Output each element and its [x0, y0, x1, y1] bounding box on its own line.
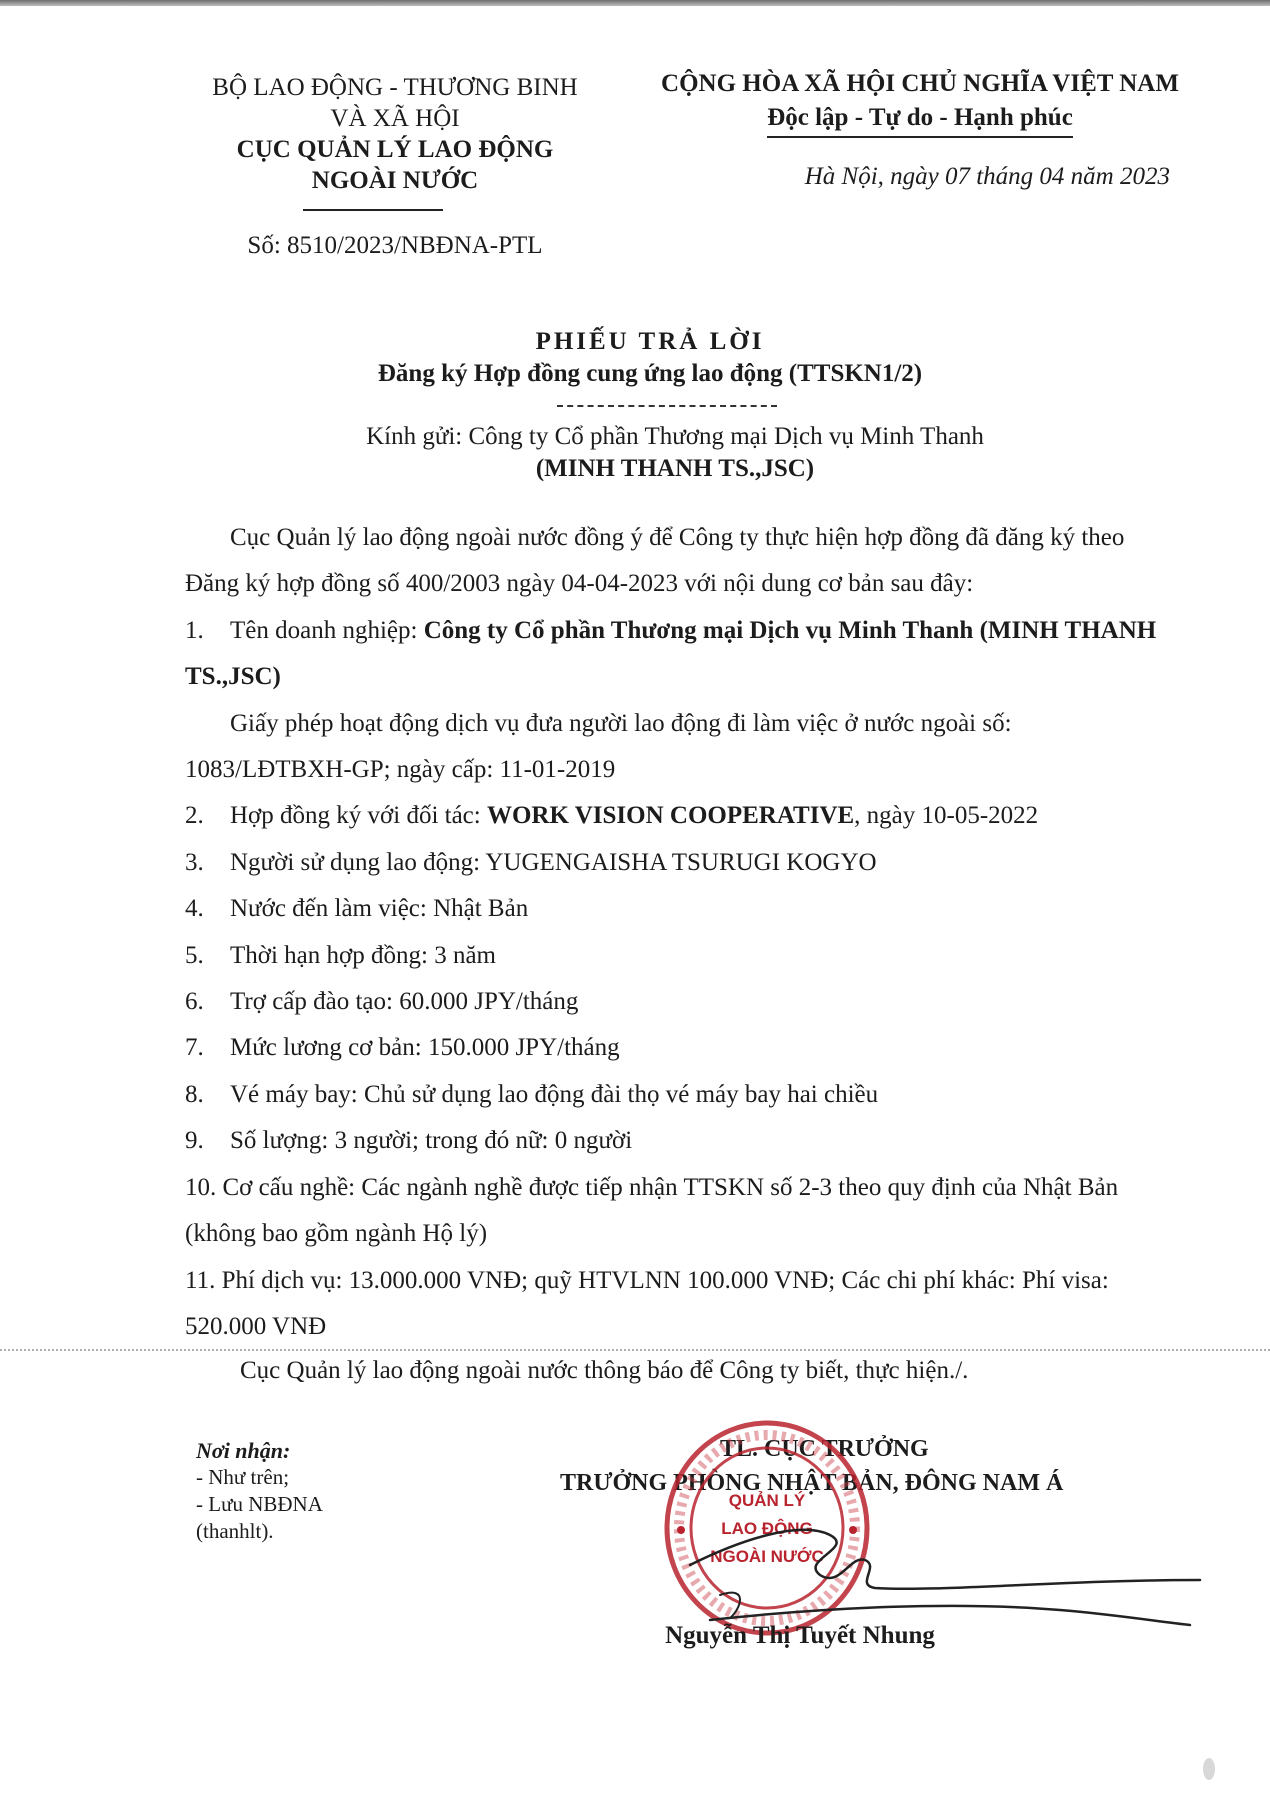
recipient-line: - Như trên; — [196, 1465, 290, 1489]
scan-smudge — [1203, 1758, 1215, 1780]
item-4: 4. Nước đến làm việc: Nhật Bản — [185, 895, 529, 923]
country-name: CỘNG HÒA XÃ HỘI CHỦ NGHĨA VIỆT NAM — [661, 70, 1179, 97]
svg-text:LAO ĐỘNG: LAO ĐỘNG — [721, 1519, 813, 1538]
document-subtitle: Đăng ký Hợp đồng cung ứng lao động (TTSKN1/2) — [377, 360, 923, 387]
item-1: 1. Tên doanh nghiệp: Công ty Cổ phần Thương mại Dịch vụ Minh Thanh (MINH THANH TS.,JSC) — [185, 616, 1157, 691]
recipient-line: (thanhlt). — [196, 1519, 274, 1543]
recipients-block — [196, 1437, 446, 1545]
license-info: Giấy phép hoạt động dịch vụ đưa người lao động đi làm việc ở nước ngoài số: 1083/LĐTBXH-GP; ngày cấp: 11-01-2019 — [185, 709, 1012, 784]
signer-authority: TL. CỤC TRƯỞNG — [720, 1436, 929, 1462]
item-7: 7. Mức lương cơ bản: 150.000 JPY/tháng — [185, 1034, 620, 1062]
item-10: 10. Cơ cấu nghề: Các ngành nghề được tiếp nhận TTSKN số 2-3 theo quy định của Nhật Bản (không bao gồm ngành Hộ lý) — [185, 1173, 1119, 1248]
item-9: 9. Số lượng: 3 người; trong đó nữ: 0 người — [185, 1127, 633, 1155]
item-6: 6. Trợ cấp đào tạo: 60.000 JPY/tháng — [185, 988, 579, 1016]
svg-text:QUẢN LÝ: QUẢN LÝ — [728, 1491, 806, 1510]
department-line-1: CỤC QUẢN LÝ LAO ĐỘNG — [236, 136, 554, 163]
department-line-2: NGOÀI NƯỚC — [311, 167, 479, 194]
addressee — [300, 421, 1050, 485]
signer-position: TRƯỞNG PHÒNG NHẬT BẢN, ĐÔNG NAM Á — [560, 1470, 1064, 1496]
recipient-line: - Lưu NBĐNA — [196, 1492, 323, 1516]
item-5: 5. Thời hạn hợp đồng: 3 năm — [185, 941, 496, 969]
item-2: 2. Hợp đồng ký với đối tác: WORK VISION COOPERATIVE, ngày 10-05-2022 — [185, 802, 1039, 830]
document-title: PHIẾU TRẢ LỜI — [535, 328, 765, 355]
national-motto: Độc lập - Tự do - Hạnh phúc — [767, 101, 1073, 138]
signer-name: Nguyễn Thị Tuyết Nhung — [665, 1622, 935, 1649]
document-body — [185, 515, 1165, 1350]
addressee-line-1: Kính gửi: Công ty Cổ phần Thương mại Dịch vụ Minh Thanh — [366, 423, 984, 450]
handwritten-signature-icon — [680, 1500, 1230, 1640]
svg-text:NGOÀI NƯỚC: NGOÀI NƯỚC — [710, 1547, 824, 1566]
item-11: 11. Phí dịch vụ: 13.000.000 VNĐ; quỹ HTVLNN 100.000 VNĐ; Các chi phí khác: Phí visa: 520.000 VNĐ — [185, 1266, 1109, 1340]
ministry-line-2: VÀ XÃ HỘI — [330, 105, 460, 132]
addressee-line-2: (MINH THANH TS.,JSC) — [535, 455, 815, 482]
ministry-line-1: BỘ LAO ĐỘNG - THƯƠNG BINH — [212, 74, 578, 101]
intro-paragraph: Cục Quản lý lao động ngoài nước đồng ý để Công ty thực hiện hợp đồng đã đăng ký theo Đăng ký hợp đồng số 400/2003 ngày 04-04-2023 với nội dung cơ bản sau đây: — [185, 524, 1125, 598]
title-divider — [557, 405, 777, 407]
scan-artifact-line — [0, 1349, 1270, 1351]
scan-top-edge — [0, 0, 1270, 6]
item-3: 3. Người sử dụng lao động: YUGENGAISHA TSURUGI KOGYO — [185, 848, 877, 876]
item-8: 8. Vé máy bay: Chủ sử dụng lao động đài thọ vé máy bay hai chiều — [185, 1080, 879, 1108]
place-date: Hà Nội, ngày 07 tháng 04 năm 2023 — [804, 163, 1170, 190]
recipients-label: Nơi nhận: — [196, 1438, 291, 1463]
issuer-header — [180, 72, 610, 196]
national-header — [630, 67, 1210, 138]
closing-statement: Cục Quản lý lao động ngoài nước thông báo để Công ty biết, thực hiện./. — [240, 1357, 969, 1384]
document-number: Số: 8510/2023/NBĐNA-PTL — [247, 232, 543, 259]
issuer-underline — [303, 209, 443, 211]
